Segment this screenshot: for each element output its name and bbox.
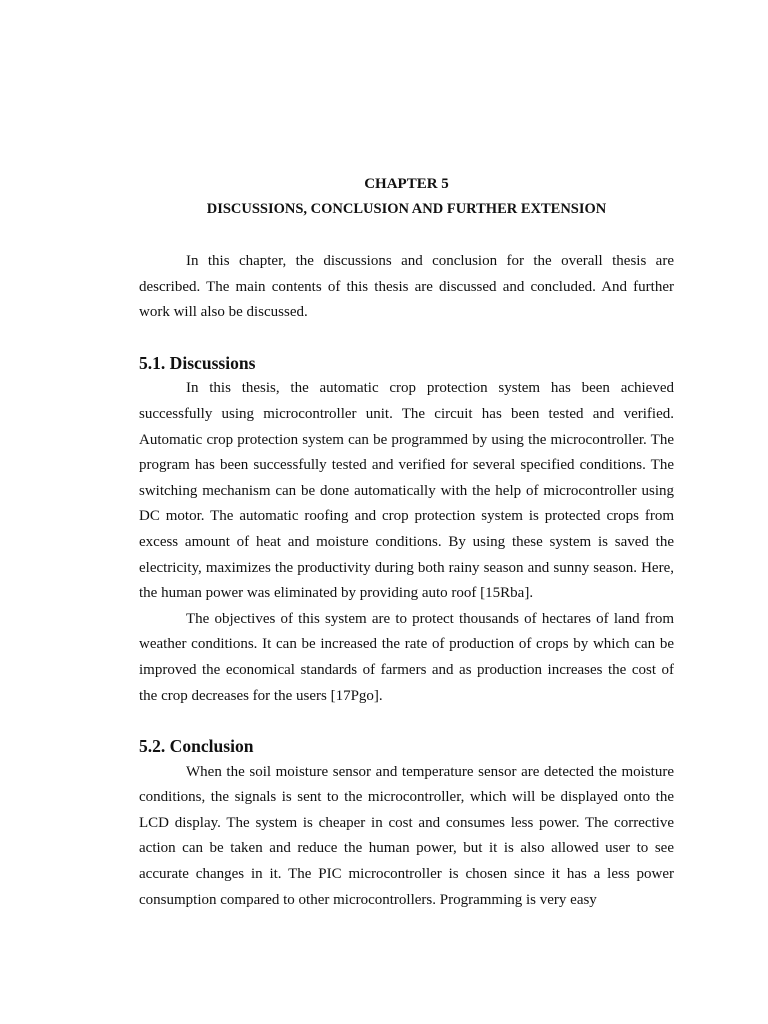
section-heading-discussions: 5.1. Discussions [139,352,256,373]
chapter-number: CHAPTER 5 [364,176,449,192]
discussions-paragraph-2: The objectives of this system are to protect thousands of hectares of land from weather conditions. It can be increased the rate of production of crops by which can be improved the economical standards of farmers and as production increases the cost of the crop decreases for the users [17Pgo]. [139,610,674,704]
conclusion-paragraph-1: When the soil moisture sensor and temperature sensor are detected the moisture conditions, the signals is sent to the microcontroller, which will be displayed onto the LCD display. The system is cheaper in cost and consumes less power. The corrective action can be taken and reduce the human power, but it is also allowed user to see accurate changes in it. The PIC microcontroller is chosen since it has a less power consumption compared to other microcontrollers. Programming is very easy [139,763,674,908]
intro-paragraph: In this chapter, the discussions and conclusion for the overall thesis are described. The main contents of this thesis are discussed and concluded. And further work will also be discussed. [139,253,674,321]
chapter-title: DISCUSSIONS, CONCLUSION AND FURTHER EXTENSION [206,201,607,217]
section-heading-conclusion: 5.2. Conclusion [139,736,254,757]
discussions-paragraph-1: In this thesis, the automatic crop protection system has been achieved successfully using microcontroller unit. The circuit has been tested and verified. Automatic crop protection system can be programmed by using the microcontroller. The program has been successfully tested and verified for several specified conditions. The switching mechanism can be done automatically with the help of microcontroller using DC motor. The automatic roofing and crop protection system is protected crops from excess amount of heat and moisture conditions. By using these system is saved the electricity, maximizes the productivity during both rainy season and sunny season. Here, the human power was eliminated by providing auto roof [15Rba]. [139,380,674,602]
page-content [139,173,674,913]
